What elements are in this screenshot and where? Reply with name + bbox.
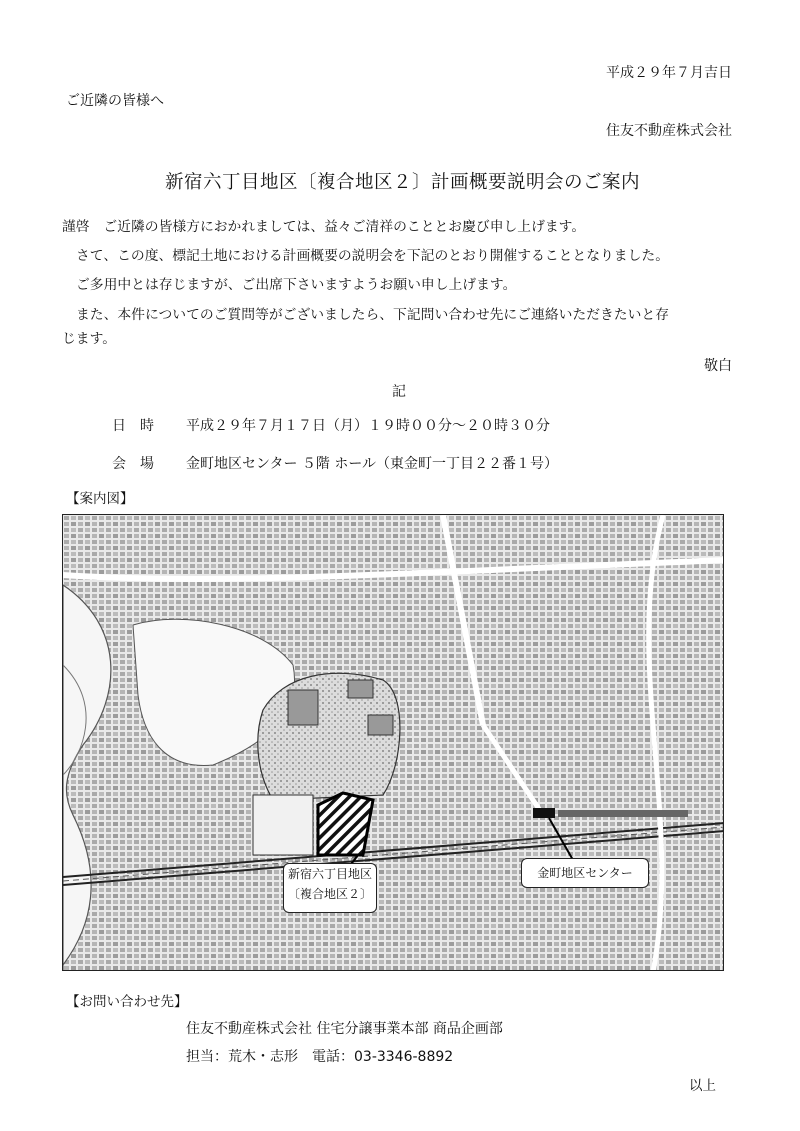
addressee: ご近隣の皆様へ (66, 93, 164, 109)
ending-ijou: 以上 (689, 1078, 716, 1094)
contact-heading: 【お問い合わせ先】 (66, 994, 188, 1010)
closing-keihaku: 敬白 (704, 358, 732, 374)
datetime-value: 平成２９年７月１７日（月）１９時００分～２０時３０分 (186, 418, 550, 434)
contact-persons: 担当：荒木・志形 電話：03-3346-8892 (186, 1049, 454, 1065)
site-label-line1: 新宿六丁目地区 (287, 867, 372, 881)
venue-value: 金町地区センター ５階 ホール（東金町一丁目２２番１号） (186, 456, 559, 472)
body-line-3: ご多用中とは存じますが、ご出席下さいますようお願い申し上げます。 (76, 277, 517, 293)
datetime-label: 日 時 (112, 418, 154, 434)
venue-marker (533, 808, 555, 818)
venue-label: 会 場 (112, 456, 154, 472)
document-date: 平成２９年７月吉日 (606, 65, 732, 81)
project-site-marker (318, 793, 373, 855)
park-area (258, 673, 400, 800)
body-line-4a: また、本件についてのご質問等がございましたら、下記問い合わせ先にご連絡いただきたいと存 (76, 307, 669, 323)
document-title: 新宿六丁目地区〔複合地区２〕計画概要説明会のご案内 (165, 172, 641, 193)
venue-label-callout: 金町地区センター (521, 858, 649, 888)
body-line-1: 謹啓 ご近隣の皆様方におかれましては、益々ご清祥のこととお慶び申し上げます。 (62, 219, 586, 235)
body-line-2: さて、この度、標記土地における計画概要の説明会を下記のとおり開催することとなりました。 (76, 248, 669, 264)
ki-marker: 記 (392, 384, 406, 400)
map-heading: 【案内図】 (66, 491, 134, 507)
site-label-callout (283, 863, 377, 913)
body-line-4b: じます。 (62, 331, 117, 347)
contact-company: 住友不動産株式会社 住宅分譲事業本部 商品企画部 (186, 1021, 503, 1037)
guide-map (62, 514, 724, 971)
map-graphic (63, 515, 724, 971)
site-label-line2: 〔複合地区２〕 (287, 887, 372, 901)
sender-company: 住友不動産株式会社 (606, 123, 732, 139)
